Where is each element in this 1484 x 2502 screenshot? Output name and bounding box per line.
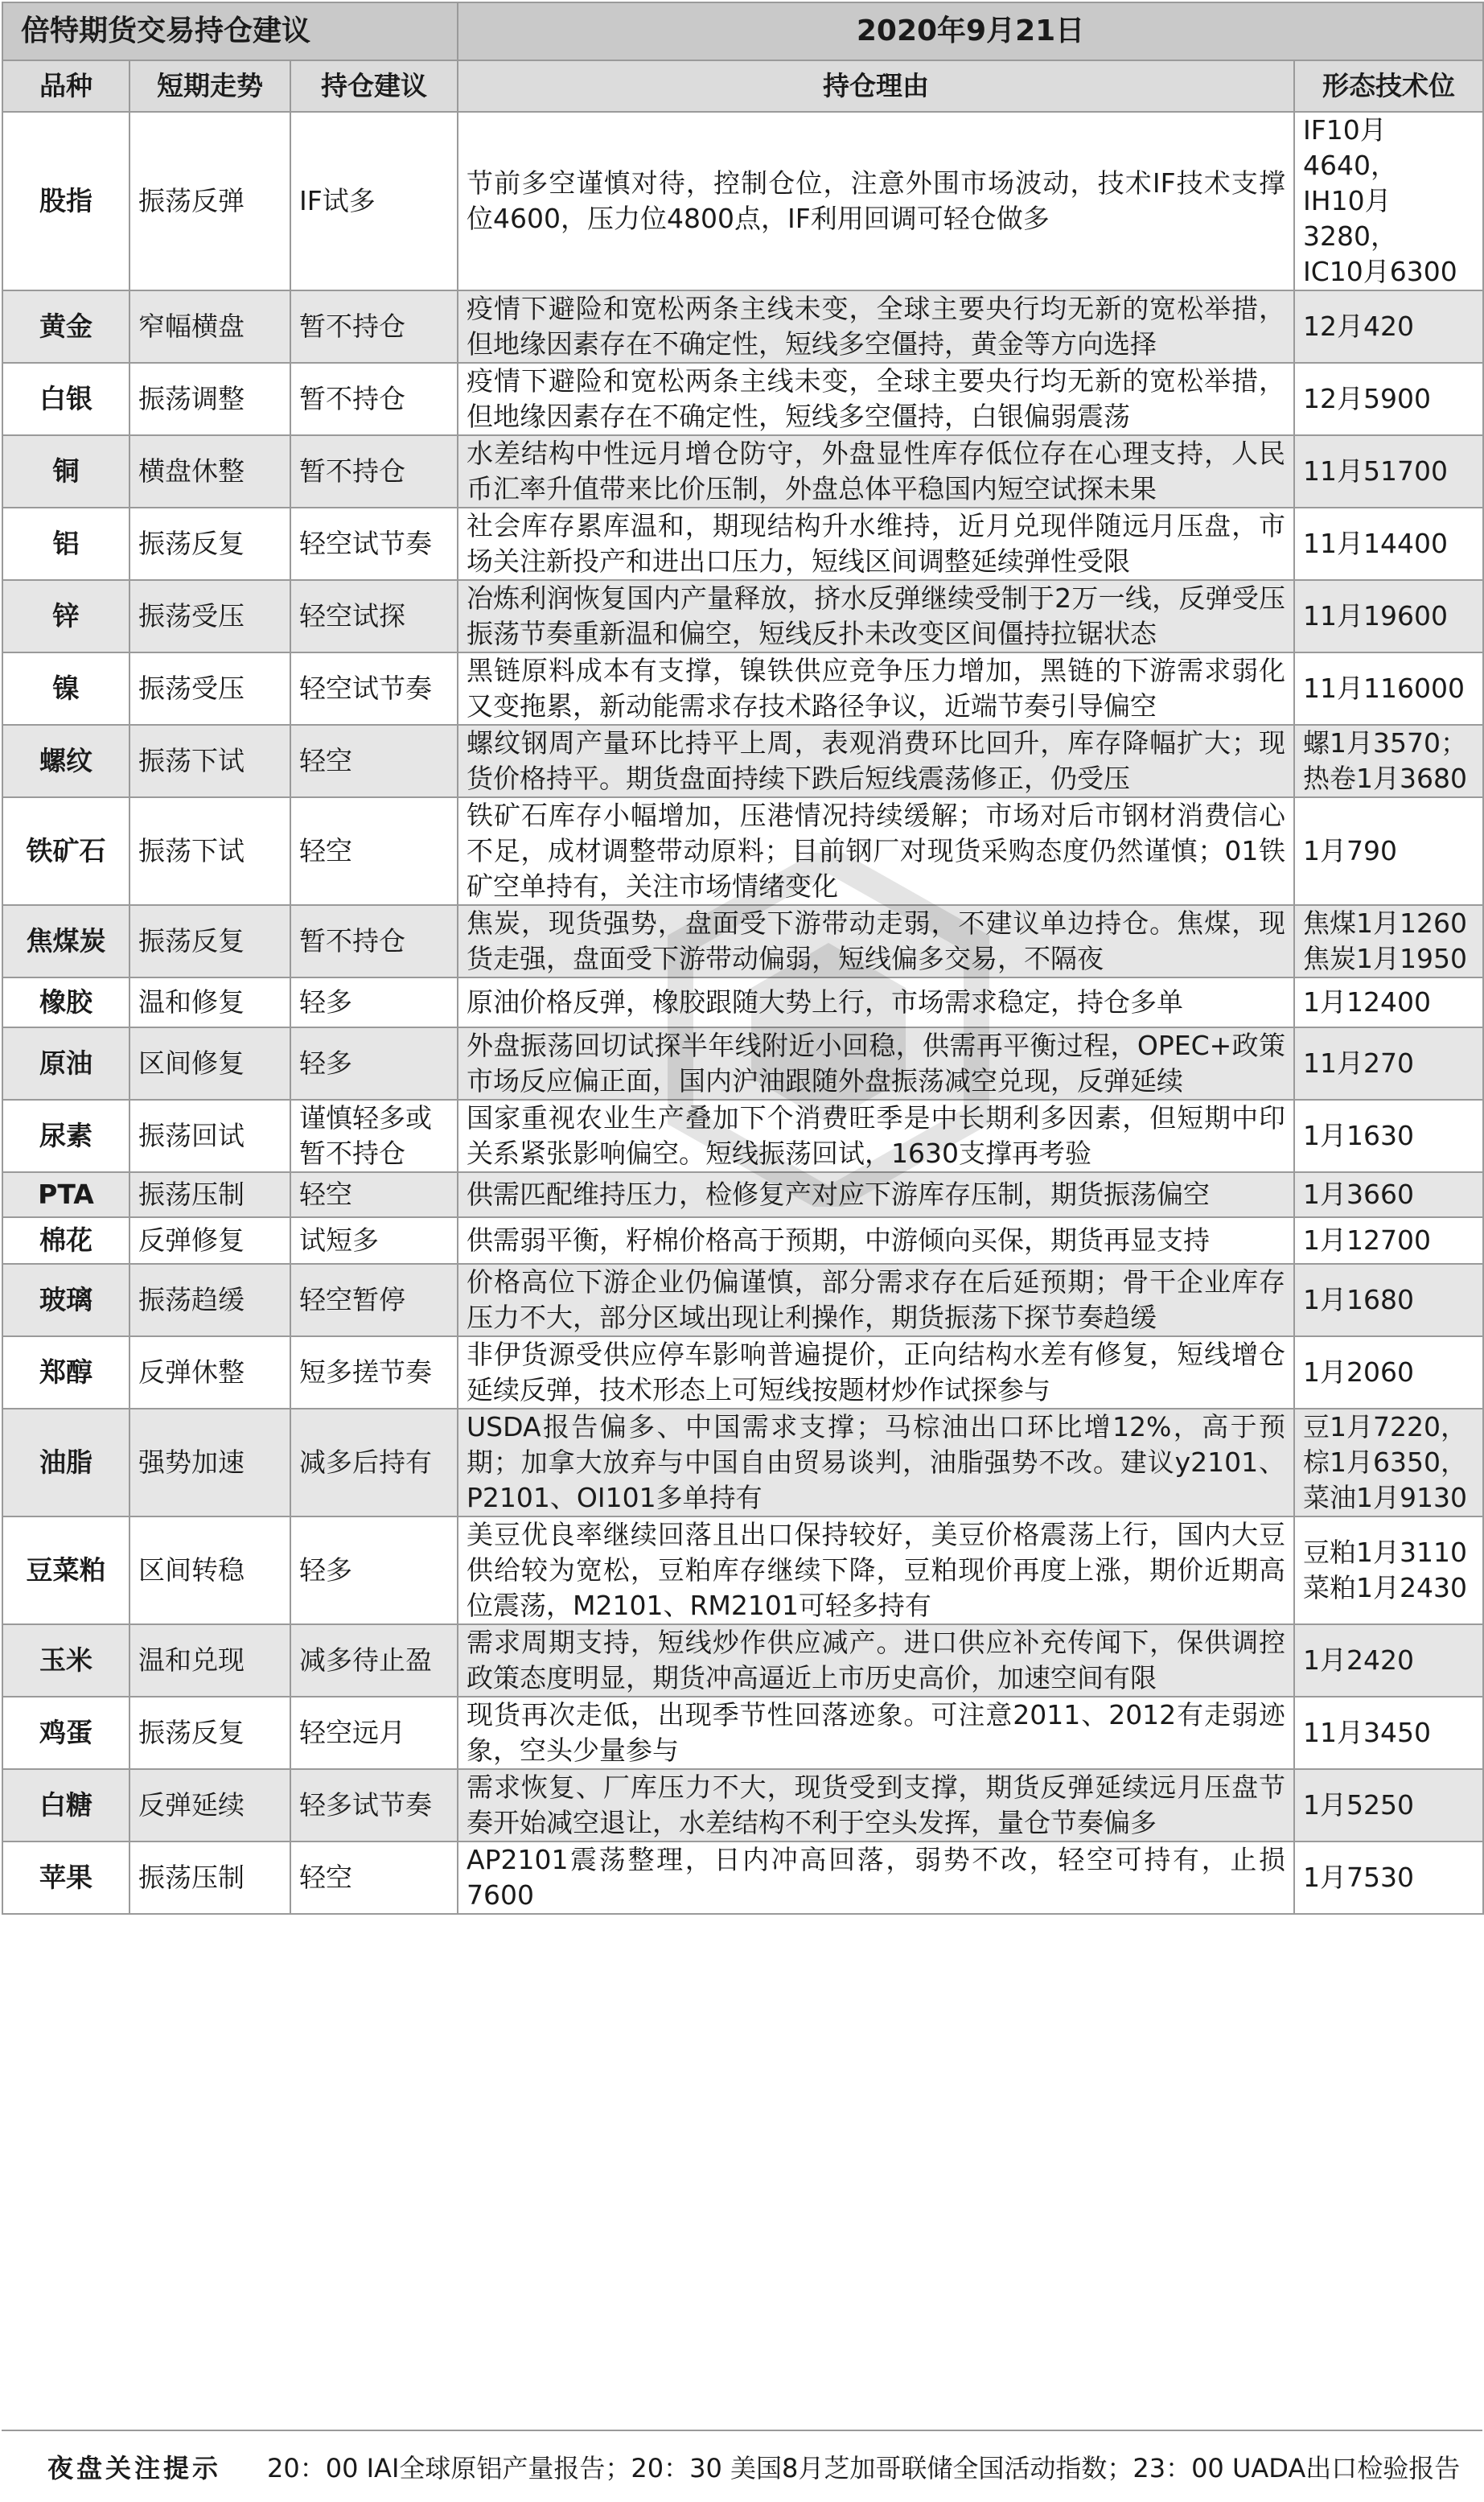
- trend-cell: 振荡受压: [129, 652, 290, 725]
- table-row: [2, 435, 1483, 508]
- variety-cell: 焦煤炭: [2, 905, 129, 977]
- technical-level-cell: 1月7530: [1294, 1842, 1483, 1914]
- reason-cell: 现货再次走低，出现季节性回落迹象。可注意2011、2012有走弱迹象，空头少量参与: [458, 1697, 1294, 1769]
- reason-cell: 铁矿石库存小幅增加，压港情况持续缓解；市场对后市钢材消费信心不足，成材调整带动原料；目前钢厂对现货采购态度仍然谨慎；01铁矿空单持有，关注市场情绪变化: [458, 797, 1294, 905]
- table-row: [2, 1516, 1483, 1624]
- reason-cell: 节前多空谨慎对待，控制仓位，注意外围市场波动，技术IF技术支撑位4600，压力位4800点，IF利用回调可轻仓做多: [458, 112, 1294, 290]
- variety-cell: 铝: [2, 508, 129, 580]
- reason-cell: 价格高位下游企业仍偏谨慎，部分需求存在后延预期；骨干企业库存压力不大，部分区域出现让利操作，期货振荡下探节奏趋缓: [458, 1264, 1294, 1336]
- variety-cell: 尿素: [2, 1100, 129, 1172]
- night-session-text: 20：00 IAI全球原铝产量报告；20：30 美国8月芝加哥联储全国活动指数；23：00 UADA出口检验报告: [267, 2453, 1461, 2483]
- variety-cell: 苹果: [2, 1842, 129, 1914]
- variety-cell: 原油: [2, 1027, 129, 1100]
- table-row: [2, 580, 1483, 652]
- trend-cell: 振荡压制: [129, 1842, 290, 1914]
- technical-level-cell: 1月12700: [1294, 1217, 1483, 1264]
- table-row: [2, 725, 1483, 797]
- trend-cell: 振荡下试: [129, 797, 290, 905]
- trend-cell: 反弹延续: [129, 1769, 290, 1842]
- technical-level-cell: 11月51700: [1294, 435, 1483, 508]
- variety-cell: 镍: [2, 652, 129, 725]
- advice-cell: 轻空: [290, 1842, 458, 1914]
- variety-cell: 铁矿石: [2, 797, 129, 905]
- column-header-variety: 品种: [2, 60, 129, 112]
- reason-cell: 黑链原料成本有支撑，镍铁供应竞争压力增加，黑链的下游需求弱化又变拖累，新动能需求存技术路径争议，近端节奏引导偏空: [458, 652, 1294, 725]
- table-row: [2, 112, 1483, 290]
- technical-level-cell: 焦煤1月1260 焦炭1月1950: [1294, 905, 1483, 977]
- table-row: [2, 1336, 1483, 1409]
- table-row: [2, 905, 1483, 977]
- table-row: [2, 1842, 1483, 1914]
- advice-cell: 轻多: [290, 1516, 458, 1624]
- technical-level-cell: 1月5250: [1294, 1769, 1483, 1842]
- variety-cell: 螺纹: [2, 725, 129, 797]
- advice-cell: 暂不持仓: [290, 290, 458, 363]
- table-row: [2, 977, 1483, 1027]
- reason-cell: 疫情下避险和宽松两条主线未变，全球主要央行均无新的宽松举措，但地缘因素存在不确定性，短线多空僵持，白银偏弱震荡: [458, 363, 1294, 435]
- trend-cell: 振荡回试: [129, 1100, 290, 1172]
- technical-level-cell: 12月5900: [1294, 363, 1483, 435]
- trend-cell: 振荡反复: [129, 508, 290, 580]
- night-session-label: 夜盘关注提示: [47, 2453, 221, 2483]
- advice-cell: 谨慎轻多或暂不持仓: [290, 1100, 458, 1172]
- reason-cell: 需求周期支持，短线炒作供应减产。进口供应补充传闻下，保供调控政策态度明显，期货冲高逼近上市历史高价，加速空间有限: [458, 1624, 1294, 1697]
- trend-cell: 振荡调整: [129, 363, 290, 435]
- technical-level-cell: 11月270: [1294, 1027, 1483, 1100]
- technical-level-cell: 1月2060: [1294, 1336, 1483, 1409]
- trend-cell: 振荡压制: [129, 1172, 290, 1217]
- reason-cell: 焦炭，现货强势，盘面受下游带动走弱，不建议单边持仓。焦煤，现货走强，盘面受下游带动偏弱，短线偏多交易，不隔夜: [458, 905, 1294, 977]
- table-row: [2, 1697, 1483, 1769]
- variety-cell: 鸡蛋: [2, 1697, 129, 1769]
- position-advice-table: [2, 2, 1484, 1915]
- advice-cell: 轻空: [290, 1172, 458, 1217]
- advice-cell: IF试多: [290, 112, 458, 290]
- reason-cell: 冶炼利润恢复国内产量释放，挤水反弹继续受制于2万一线，反弹受压振荡节奏重新温和偏空，短线反扑未改变区间僵持拉锯状态: [458, 580, 1294, 652]
- column-header-technical: 形态技术位: [1294, 60, 1483, 112]
- advice-cell: 暂不持仓: [290, 905, 458, 977]
- technical-level-cell: 1月2420: [1294, 1624, 1483, 1697]
- variety-cell: 黄金: [2, 290, 129, 363]
- advice-cell: 轻空远月: [290, 1697, 458, 1769]
- technical-level-cell: 1月1680: [1294, 1264, 1483, 1336]
- advice-cell: 轻多: [290, 1027, 458, 1100]
- reason-cell: 美豆优良率继续回落且出口保持较好，美豆价格震荡上行，国内大豆供给较为宽松，豆粕库存继续下降，豆粕现价再度上涨，期价近期高位震荡，M2101、RM2101可轻多持有: [458, 1516, 1294, 1624]
- trend-cell: 窄幅横盘: [129, 290, 290, 363]
- reason-cell: 疫情下避险和宽松两条主线未变，全球主要央行均无新的宽松举措，但地缘因素存在不确定性，短线多空僵持，黄金等方向选择: [458, 290, 1294, 363]
- column-header-advice: 持仓建议: [290, 60, 458, 112]
- table-row: [2, 1624, 1483, 1697]
- advice-cell: 轻空: [290, 797, 458, 905]
- reason-cell: AP2101震荡整理，日内冲高回落，弱势不改，轻空可持有，止损7600: [458, 1842, 1294, 1914]
- trend-cell: 区间修复: [129, 1027, 290, 1100]
- advice-cell: 轻多: [290, 977, 458, 1027]
- header-row: [2, 60, 1483, 112]
- reason-cell: 供需弱平衡，籽棉价格高于预期，中游倾向买保，期货再显支持: [458, 1217, 1294, 1264]
- technical-level-cell: 1月1630: [1294, 1100, 1483, 1172]
- variety-cell: 白糖: [2, 1769, 129, 1842]
- reason-cell: USDA报告偏多、中国需求支撑；马棕油出口环比增12%，高于预期；加拿大放弃与中国自由贸易谈判，油脂强势不改。建议y2101、P2101、OI101多单持有: [458, 1409, 1294, 1516]
- trend-cell: 振荡反弹: [129, 112, 290, 290]
- table-row: [2, 797, 1483, 905]
- variety-cell: 玻璃: [2, 1264, 129, 1336]
- reason-cell: 螺纹钢周产量环比持平上周，表观消费环比回升，库存降幅扩大；现货价格持平。期货盘面持续下跌后短线震荡修正，仍受压: [458, 725, 1294, 797]
- title-row: [2, 2, 1483, 60]
- variety-cell: 棉花: [2, 1217, 129, 1264]
- advice-cell: 轻多试节奏: [290, 1769, 458, 1842]
- variety-cell: 橡胶: [2, 977, 129, 1027]
- technical-level-cell: 11月3450: [1294, 1697, 1483, 1769]
- trend-cell: 温和兑现: [129, 1624, 290, 1697]
- variety-cell: 股指: [2, 112, 129, 290]
- advice-cell: 轻空试探: [290, 580, 458, 652]
- report-title: 倍特期货交易持仓建议: [2, 2, 458, 60]
- technical-level-cell: 螺1月3570； 热卷1月3680: [1294, 725, 1483, 797]
- table-row: [2, 1027, 1483, 1100]
- advice-cell: 减多待止盈: [290, 1624, 458, 1697]
- variety-cell: 郑醇: [2, 1336, 129, 1409]
- trend-cell: 振荡下试: [129, 725, 290, 797]
- advice-cell: 轻空: [290, 725, 458, 797]
- variety-cell: 油脂: [2, 1409, 129, 1516]
- table-row: [2, 1217, 1483, 1264]
- table-row: [2, 652, 1483, 725]
- report-date: 2020年9月21日: [458, 2, 1483, 60]
- table-row: [2, 363, 1483, 435]
- reason-cell: 非伊货源受供应停车影响普遍提价，正向结构水差有修复，短线增仓延续反弹，技术形态上可短线按题材炒作试探参与: [458, 1336, 1294, 1409]
- advice-cell: 轻空暂停: [290, 1264, 458, 1336]
- column-header-reason: 持仓理由: [458, 60, 1294, 112]
- technical-level-cell: 1月12400: [1294, 977, 1483, 1027]
- trend-cell: 横盘休整: [129, 435, 290, 508]
- technical-level-cell: 1月3660: [1294, 1172, 1483, 1217]
- trend-cell: 区间转稳: [129, 1516, 290, 1624]
- variety-cell: 铜: [2, 435, 129, 508]
- table-row: [2, 1100, 1483, 1172]
- table-row: [2, 1409, 1483, 1516]
- technical-level-cell: IF10月4640， IH10月3280， IC10月6300: [1294, 112, 1483, 290]
- advice-cell: 轻空试节奏: [290, 652, 458, 725]
- table-row: [2, 1769, 1483, 1842]
- technical-level-cell: 豆粕1月3110 菜粕1月2430: [1294, 1516, 1483, 1624]
- variety-cell: PTA: [2, 1172, 129, 1217]
- variety-cell: 锌: [2, 580, 129, 652]
- reason-cell: 水差结构中性远月增仓防守，外盘显性库存低位存在心理支持，人民币汇率升值带来比价压制，外盘总体平稳国内短空试探未果: [458, 435, 1294, 508]
- technical-level-cell: 11月116000: [1294, 652, 1483, 725]
- trend-cell: 强势加速: [129, 1409, 290, 1516]
- table-row: [2, 1172, 1483, 1217]
- technical-level-cell: 11月19600: [1294, 580, 1483, 652]
- reason-cell: 社会库存累库温和，期现结构升水维持，近月兑现伴随远月压盘，市场关注新投产和进出口压力，短线区间调整延续弹性受限: [458, 508, 1294, 580]
- advice-cell: 短多搓节奏: [290, 1336, 458, 1409]
- night-session-notice: [2, 2430, 1482, 2502]
- reason-cell: 供需匹配维持压力，检修复产对应下游库存压制，期货振荡偏空: [458, 1172, 1294, 1217]
- trend-cell: 反弹休整: [129, 1336, 290, 1409]
- variety-cell: 玉米: [2, 1624, 129, 1697]
- advice-cell: 暂不持仓: [290, 363, 458, 435]
- technical-level-cell: 豆1月7220， 棕1月6350， 菜油1月9130: [1294, 1409, 1483, 1516]
- advice-cell: 暂不持仓: [290, 435, 458, 508]
- reason-cell: 原油价格反弹，橡胶跟随大势上行，市场需求稳定，持仓多单: [458, 977, 1294, 1027]
- advice-cell: 减多后持有: [290, 1409, 458, 1516]
- reason-cell: 需求恢复、厂库压力不大，现货受到支撑，期货反弹延续远月压盘节奏开始减空退让，水差结构不利于空头发挥，量仓节奏偏多: [458, 1769, 1294, 1842]
- reason-cell: 外盘振荡回切试探半年线附近小回稳，供需再平衡过程，OPEC+政策市场反应偏正面，国内沪油跟随外盘振荡减空兑现，反弹延续: [458, 1027, 1294, 1100]
- table-row: [2, 290, 1483, 363]
- column-header-trend: 短期走势: [129, 60, 290, 112]
- trend-cell: 反弹修复: [129, 1217, 290, 1264]
- trend-cell: 振荡反复: [129, 1697, 290, 1769]
- table-row: [2, 1264, 1483, 1336]
- technical-level-cell: 1月790: [1294, 797, 1483, 905]
- advice-cell: 轻空试节奏: [290, 508, 458, 580]
- trend-cell: 振荡受压: [129, 580, 290, 652]
- variety-cell: 豆菜粕: [2, 1516, 129, 1624]
- variety-cell: 白银: [2, 363, 129, 435]
- trend-cell: 温和修复: [129, 977, 290, 1027]
- technical-level-cell: 12月420: [1294, 290, 1483, 363]
- reason-cell: 国家重视农业生产叠加下个消费旺季是中长期利多因素，但短期中印关系紧张影响偏空。短线振荡回试，1630支撑再考验: [458, 1100, 1294, 1172]
- technical-level-cell: 11月14400: [1294, 508, 1483, 580]
- trend-cell: 振荡反复: [129, 905, 290, 977]
- trend-cell: 振荡趋缓: [129, 1264, 290, 1336]
- table-row: [2, 508, 1483, 580]
- advice-cell: 试短多: [290, 1217, 458, 1264]
